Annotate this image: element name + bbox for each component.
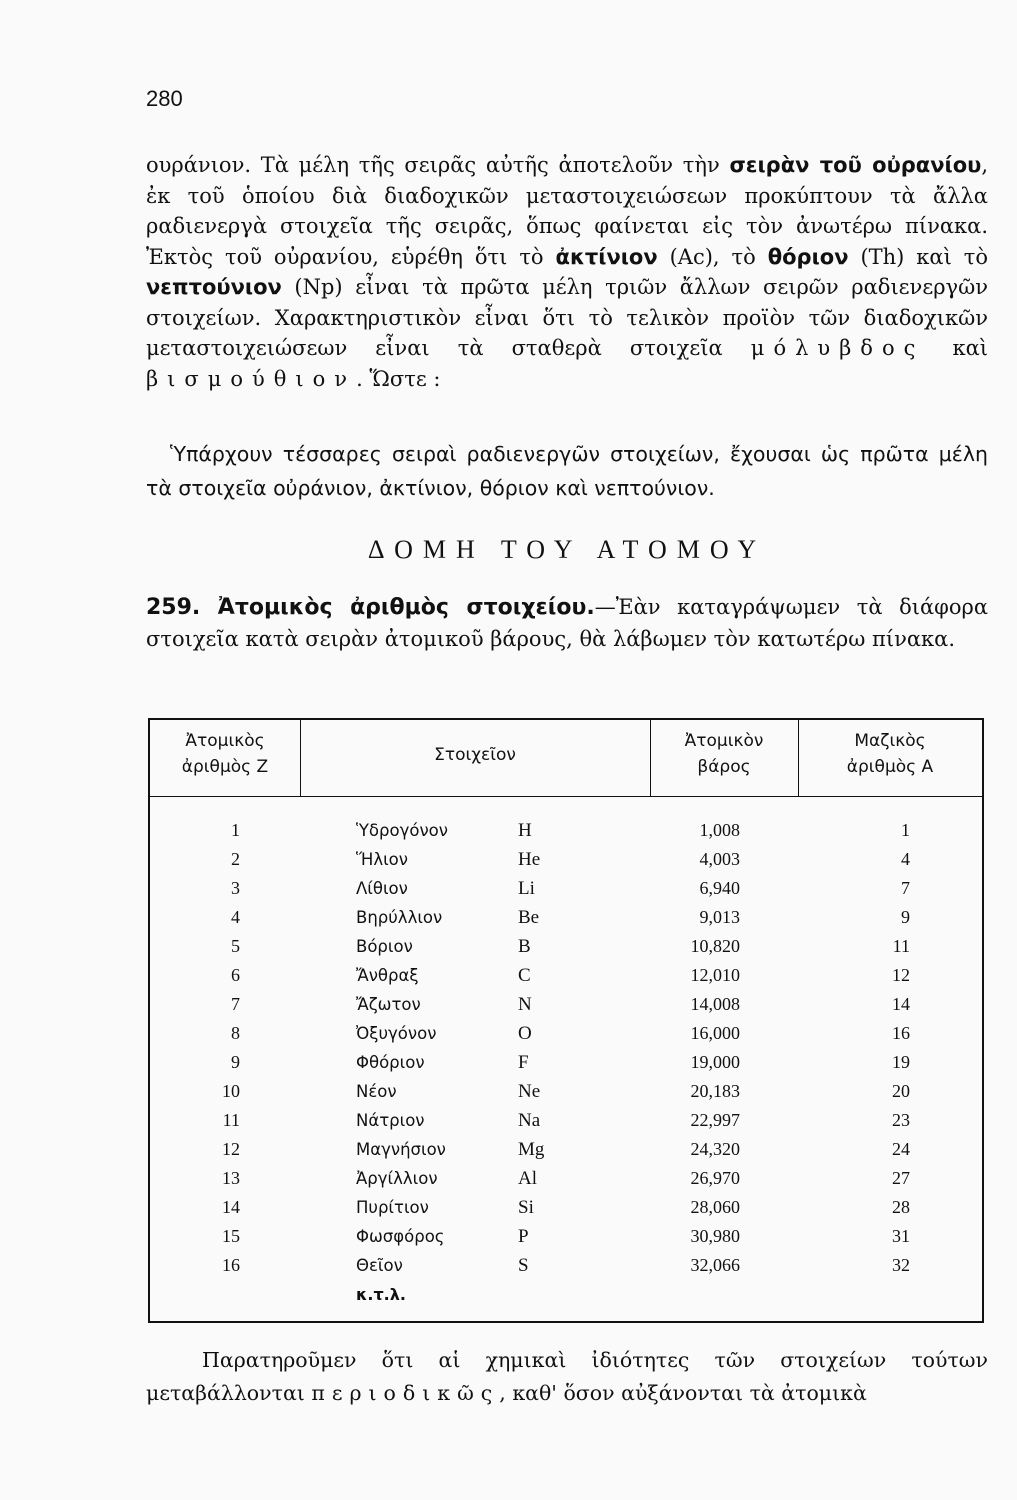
header-line: ἀριθμὸς A [846,757,934,777]
table-row [150,1077,982,1106]
header-mass-number [798,728,982,780]
cell-mass: 14 [892,994,910,1014]
cell-name: Λίθιον [356,879,408,898]
cell-name: Ἀργίλλιον [356,1169,438,1188]
cell-weight: 22,997 [690,1110,740,1130]
cell-name: Βηρύλλιον [356,908,443,927]
cell-z: 10 [222,1081,240,1101]
cell-weight: 30,980 [690,1226,740,1246]
spaced-term-bismuth: βισμούθιον [146,366,357,391]
cell-z: 12 [222,1139,240,1159]
cell-symbol: F [518,1052,529,1073]
cell-mass: 1 [901,820,910,840]
cell-z: 7 [231,994,240,1014]
cell-weight: 26,970 [690,1168,740,1188]
cell-weight: 12,010 [690,965,740,985]
cell-mass: 24 [892,1139,910,1159]
cell-name: Νάτριον [356,1111,425,1130]
cell-symbol: Na [518,1110,541,1131]
cell-weight: 14,008 [690,994,740,1014]
elements-table [148,718,984,1323]
bold-term-uranium-series: σειρὰν τοῦ οὐρανίου [729,153,982,177]
cell-mass: 7 [901,878,910,898]
cell-name: Μαγνήσιον [356,1140,446,1159]
cell-weight: 16,000 [690,1023,740,1043]
cell-symbol: Ne [518,1081,541,1102]
cell-name: Θεῖον [356,1256,403,1275]
cell-z: 13 [222,1168,240,1188]
spaced-term-periodically: περιοδικῶς [311,1381,500,1405]
table-row [150,1193,982,1222]
cell-z: 9 [231,1052,240,1072]
cell-symbol: Si [518,1197,534,1218]
cell-symbol: O [518,1023,532,1044]
cell-mass: 31 [892,1226,910,1246]
cell-mass: 16 [892,1023,910,1043]
table-row [150,1048,982,1077]
cell-symbol: Li [518,878,535,899]
cell-weight: 20,183 [690,1081,740,1101]
header-line: ἀριθμὸς Z [181,757,269,777]
cell-z: 6 [231,965,240,985]
cell-symbol: C [518,965,531,986]
section-lead-title: 259. Ἀτομικὸς ἀριθμὸς στοιχείου. [146,595,595,620]
etc-label: κ.τ.λ. [356,1285,406,1304]
cell-weight: 24,320 [690,1139,740,1159]
cell-symbol: S [518,1255,529,1276]
header-line: Ἀτομικὸν [684,731,764,751]
cell-weight: 1,008 [699,820,740,840]
cell-name: Πυρίτιον [356,1198,429,1217]
cell-symbol: He [518,849,541,870]
cell-mass: 23 [892,1110,910,1130]
cell-z: 11 [222,1110,240,1130]
section-heading: ΔΟΜΗ ΤΟΥ ΑΤΟΜΟΥ [367,535,767,564]
cell-mass: 32 [892,1255,910,1275]
cell-weight: 10,820 [690,936,740,956]
paragraph-periodicity [146,1344,988,1410]
cell-z: 16 [222,1255,240,1275]
paragraph-four-series: Ὑπάρχουν τέσσαρες σειραὶ ραδιενεργῶν στοιχείων, ἔχουσαι ὡς πρῶτα μέλη τὰ στοιχεῖα οὐράνιον, ἀκτίνιον, θόριον καὶ νεπτούνιον. [146,442,988,500]
cell-name: Φθόριον [356,1053,425,1072]
cell-mass: 19 [892,1052,910,1072]
table-row [150,816,982,845]
table-row [150,990,982,1019]
paragraph-atomic-number [146,592,988,654]
cell-symbol: Mg [518,1139,545,1160]
cell-weight: 32,066 [690,1255,740,1275]
cell-z: 5 [231,936,240,956]
cell-name: Ἥλιον [356,850,408,869]
cell-z: 14 [222,1197,240,1217]
cell-mass: 9 [901,907,910,927]
cell-name: Ἄζωτον [356,995,421,1014]
cell-name: Βόριον [356,937,413,956]
header-line: βάρος [697,757,751,777]
cell-name: Νέον [356,1082,397,1101]
cell-mass: 20 [892,1081,910,1101]
table-row [150,1106,982,1135]
text-run: καὶ [924,336,988,360]
cell-z: 2 [231,849,240,869]
bold-term-thorium: θόριον [767,244,849,269]
table-row [150,1164,982,1193]
text-run: Παρατηροῦμεν ὅτι αἱ χημικαὶ ἰδιότητες τῶν στοιχείων τούτων μεταβάλλονται [146,1348,988,1405]
table-row [150,903,982,932]
table-row [150,1019,982,1048]
cell-mass: 27 [892,1168,910,1188]
cell-weight: 9,013 [699,907,740,927]
cell-z: 8 [231,1023,240,1043]
cell-symbol: H [518,820,532,841]
cell-symbol: Be [518,907,540,928]
text-run: ουράνιον. Τὰ μέλη τῆς σειρᾶς αὐτῆς ἀποτελοῦν τὴν [146,153,730,177]
cell-mass: 11 [892,936,910,956]
header-line: Ἀτομικὸς [185,731,265,751]
cell-symbol: B [518,936,531,957]
cell-mass: 4 [901,849,910,869]
table-row [150,961,982,990]
table-row [150,1135,982,1164]
text-run: , καθ' ὅσον αὐξάνονται τὰ ἀτομικὰ [499,1381,867,1405]
text-run: , ἐκ τοῦ ὁποίου διὰ διαδοχικῶν μεταστοιχειώσεων προκύπτουν τὰ ἄλλα ραδιενεργὰ στοιχεῖα τῆς σειρᾶς, ὅπως φαίνεται εἰς τὸν ἀνωτέρω πίνακα. Ἐκτὸς τοῦ οὐρανίου, εὑρέθη ὅτι τὸ [146,153,988,269]
table-header [150,720,982,797]
paragraph-radioactive-series [146,150,988,394]
table-row [150,874,982,903]
cell-z: 15 [222,1226,240,1246]
cell-weight: 19,000 [690,1052,740,1072]
cell-name: Φωσφόρος [356,1227,445,1246]
bold-term-neptunium: νεπτούνιον [146,275,282,299]
cell-weight: 6,940 [699,878,740,898]
table-row [150,845,982,874]
cell-name: Ἄνθραξ [356,966,419,985]
cell-symbol: N [518,994,532,1015]
cell-mass: 12 [892,965,910,985]
cell-weight: 28,060 [690,1197,740,1217]
table-row [150,1222,982,1251]
text-run: . Ὥστε : [356,366,441,391]
cell-weight: 4,003 [699,849,740,869]
bold-term-actinium: ἀκτίνιον [555,244,658,269]
text-run: (Th) καὶ τὸ [848,244,989,269]
table-row-etc [150,1280,982,1309]
cell-symbol: P [518,1226,529,1247]
table-body [150,816,982,1309]
cell-z: 1 [231,820,240,840]
cell-mass: 28 [892,1197,910,1217]
cell-z: 3 [231,878,240,898]
cell-name: Ὑδρογόνον [356,821,448,840]
text-run: (Ac), τὸ [657,244,768,269]
header-line: Μαζικὸς [854,731,926,751]
text-run: —Ἐὰν καταγράψωμεν τὰ διάφορα στοιχεῖα κατὰ σειρὰν ἀτομικοῦ βάρους, θὰ λάβωμεν τὸν κατωτέρω πίνακα. [146,595,989,651]
table-row [150,1251,982,1280]
page-number: 280 [146,86,183,111]
header-atomic-number [150,728,300,780]
text-run: (Np) εἶναι τὰ πρῶτα μέλη τριῶν ἄλλων σειρῶν ραδιενεργῶν στοιχείων. Χαρακτηριστικὸν εἶναι ὅτι τὸ τελικὸν προϊὸν τῶν διαδοχικῶν μεταστοιχειώσεων εἶναι τὰ σταθερὰ στοιχεῖα [146,275,988,360]
table-row [150,932,982,961]
header-atomic-weight [650,728,798,780]
cell-symbol: Al [518,1168,537,1189]
spaced-term-lead: μόλυβδος [750,336,925,360]
cell-name: Ὀξυγόνον [356,1024,437,1043]
header-element: Στοιχεῖον [434,745,516,765]
cell-z: 4 [231,907,240,927]
